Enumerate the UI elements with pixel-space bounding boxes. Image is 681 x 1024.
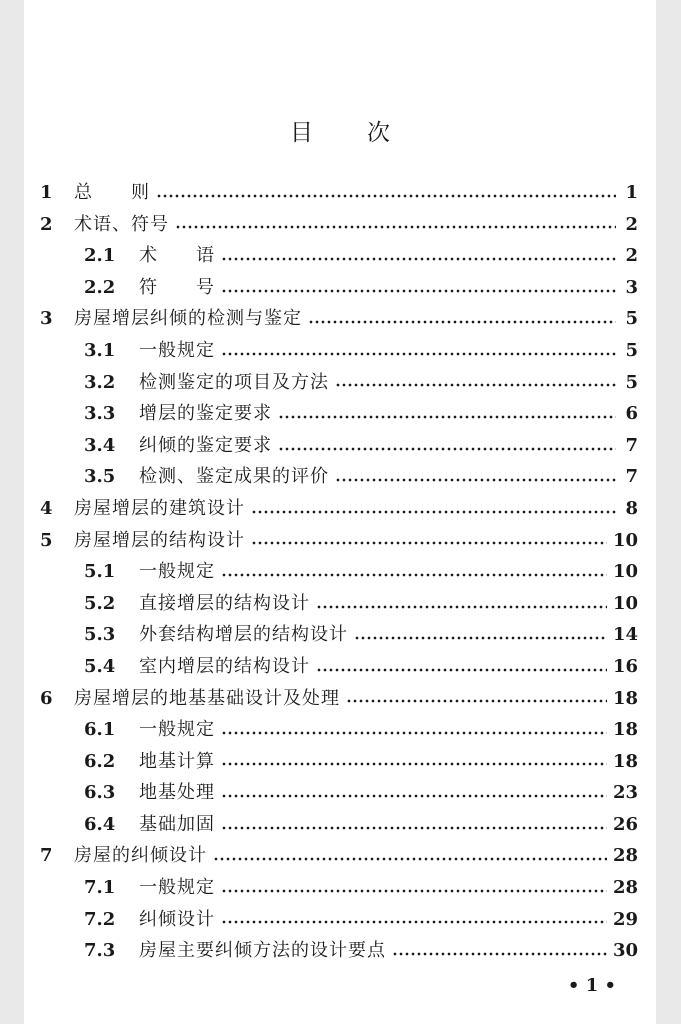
toc-entry (40, 652, 638, 684)
toc-entry (40, 589, 638, 621)
dot-leader (221, 731, 607, 735)
toc-page-number: 18 (612, 719, 638, 741)
toc-section-number: 6.2 (84, 750, 116, 772)
toc-entry (40, 620, 638, 652)
dot-leader (392, 952, 607, 956)
toc-section-title: 术 语 (139, 245, 215, 267)
toc-entry (40, 210, 638, 242)
dot-leader (221, 352, 616, 356)
toc-entry (40, 936, 638, 968)
toc-section-number: 5.1 (84, 561, 116, 583)
toc-entry (40, 526, 638, 558)
toc-section-title: 外套结构增层的结构设计 (139, 624, 348, 646)
dot-leader (213, 857, 607, 861)
toc-section-title: 基础加固 (139, 813, 215, 835)
toc-section-title: 房屋增层纠倾的检测与鉴定 (74, 308, 302, 330)
toc-section-number: 3 (40, 308, 53, 330)
toc-page-number: 18 (612, 750, 638, 772)
toc-page-number: 10 (612, 561, 638, 583)
toc-page-number: 2 (625, 245, 638, 267)
toc-section-number: 1 (40, 182, 53, 203)
toc-entry (40, 431, 638, 463)
dot-leader (175, 225, 616, 229)
toc-section-number: 3.4 (84, 434, 116, 456)
toc-section-title: 一般规定 (139, 339, 215, 361)
dot-leader (221, 289, 616, 293)
toc-page-number: 10 (612, 529, 638, 551)
toc-section-title: 直接增层的结构设计 (139, 592, 310, 614)
toc-page-number: 30 (612, 940, 638, 962)
dot-leader (251, 541, 607, 545)
toc-entry (40, 304, 638, 336)
toc-page-number: 18 (612, 687, 638, 709)
toc-section-number: 3.5 (84, 466, 116, 488)
toc-section-title: 检测、鉴定成果的评价 (139, 466, 329, 488)
dot-leader (221, 889, 607, 893)
toc-page-number: 8 (625, 497, 638, 519)
toc-section-number: 5 (40, 529, 53, 551)
toc-entry (40, 810, 638, 842)
toc-page-number: 7 (625, 434, 638, 456)
toc-page-number: 5 (625, 308, 638, 330)
toc-entry (40, 684, 638, 716)
toc-section-number: 7.2 (84, 908, 116, 930)
toc-page-number: 6 (625, 403, 638, 425)
dot-leader (221, 826, 607, 830)
page-title: 目次 (290, 120, 444, 146)
toc-entry (40, 873, 638, 905)
toc-section-number: 5.2 (84, 592, 116, 614)
toc-section-number: 7.1 (84, 877, 116, 899)
toc-section-number: 7.3 (84, 940, 116, 962)
toc-entry (40, 336, 638, 368)
toc-section-title: 检测鉴定的项目及方法 (139, 371, 329, 393)
toc-section-number: 6.1 (84, 719, 116, 741)
toc-entry (40, 747, 638, 779)
toc-section-title: 一般规定 (139, 561, 215, 583)
document-page (24, 0, 656, 1024)
toc-section-title: 一般规定 (139, 877, 215, 899)
toc-section-number: 3.2 (84, 371, 116, 393)
toc-entry (40, 905, 638, 937)
dot-leader (316, 668, 607, 672)
dot-leader (221, 573, 607, 577)
dot-leader (156, 194, 616, 198)
toc-page-number: 10 (612, 592, 638, 614)
toc-section-number: 2.2 (84, 276, 116, 298)
toc-page-number: 2 (625, 213, 638, 235)
toc-section-title: 术语、符号 (74, 213, 169, 235)
toc-entry (40, 368, 638, 400)
toc-section-number: 4 (40, 497, 53, 519)
toc-section-title: 地基计算 (139, 750, 215, 772)
dot-leader (278, 447, 616, 451)
toc-section-number: 2.1 (84, 245, 116, 267)
toc-section-number: 5.3 (84, 624, 116, 646)
toc-section-title: 房屋增层的结构设计 (74, 529, 245, 551)
toc-entry (40, 557, 638, 589)
toc-page-number: 23 (612, 782, 638, 804)
table-of-contents (40, 178, 638, 968)
toc-section-title: 符 号 (139, 276, 215, 298)
toc-section-number: 2 (40, 213, 53, 235)
toc-entry (40, 273, 638, 305)
toc-section-title: 纠倾设计 (139, 908, 215, 930)
dot-leader (278, 415, 616, 419)
dot-leader (346, 699, 607, 703)
dot-leader (251, 510, 616, 514)
toc-page-number: 26 (612, 813, 638, 835)
toc-section-title: 房屋增层的地基基础设计及处理 (74, 687, 340, 709)
toc-page-number: 7 (625, 466, 638, 488)
dot-leader (221, 762, 607, 766)
toc-page-number: 1 (625, 182, 638, 203)
toc-entry (40, 399, 638, 431)
dot-leader (308, 320, 616, 324)
dot-leader (221, 257, 616, 261)
toc-page-number: 28 (612, 845, 638, 867)
toc-page-number: 14 (612, 624, 638, 646)
toc-section-number: 6 (40, 687, 53, 709)
toc-entry (40, 494, 638, 526)
dot-leader (221, 920, 607, 924)
toc-section-title: 房屋的纠倾设计 (74, 845, 207, 867)
toc-entry (40, 841, 638, 873)
toc-section-title: 室内增层的结构设计 (139, 655, 310, 677)
toc-entry (40, 462, 638, 494)
toc-section-title: 一般规定 (139, 719, 215, 741)
dot-leader (316, 605, 607, 609)
toc-entry (40, 715, 638, 747)
toc-entry (40, 178, 638, 210)
toc-page-number: 3 (625, 276, 638, 298)
toc-page-number: 29 (612, 908, 638, 930)
toc-entry (40, 778, 638, 810)
toc-section-number: 6.3 (84, 782, 116, 804)
toc-section-number: 6.4 (84, 813, 116, 835)
dot-leader (335, 478, 616, 482)
dot-leader (354, 636, 607, 640)
toc-section-title: 总 则 (74, 182, 150, 203)
toc-page-number: 16 (612, 655, 638, 677)
toc-section-number: 5.4 (84, 655, 116, 677)
toc-section-title: 增层的鉴定要求 (139, 403, 272, 425)
dot-leader (221, 794, 607, 798)
toc-section-number: 3.3 (84, 403, 116, 425)
toc-section-title: 地基处理 (139, 782, 215, 804)
toc-section-number: 3.1 (84, 339, 116, 361)
toc-entry (40, 241, 638, 273)
toc-page-number: 5 (625, 339, 638, 361)
toc-section-number: 7 (40, 845, 53, 867)
dot-leader (335, 383, 616, 387)
toc-section-title: 纠倾的鉴定要求 (139, 434, 272, 456)
page-number: • 1 • (567, 975, 616, 996)
toc-section-title: 房屋主要纠倾方法的设计要点 (139, 940, 386, 962)
toc-section-title: 房屋增层的建筑设计 (74, 497, 245, 519)
toc-page-number: 5 (625, 371, 638, 393)
toc-page-number: 28 (612, 877, 638, 899)
